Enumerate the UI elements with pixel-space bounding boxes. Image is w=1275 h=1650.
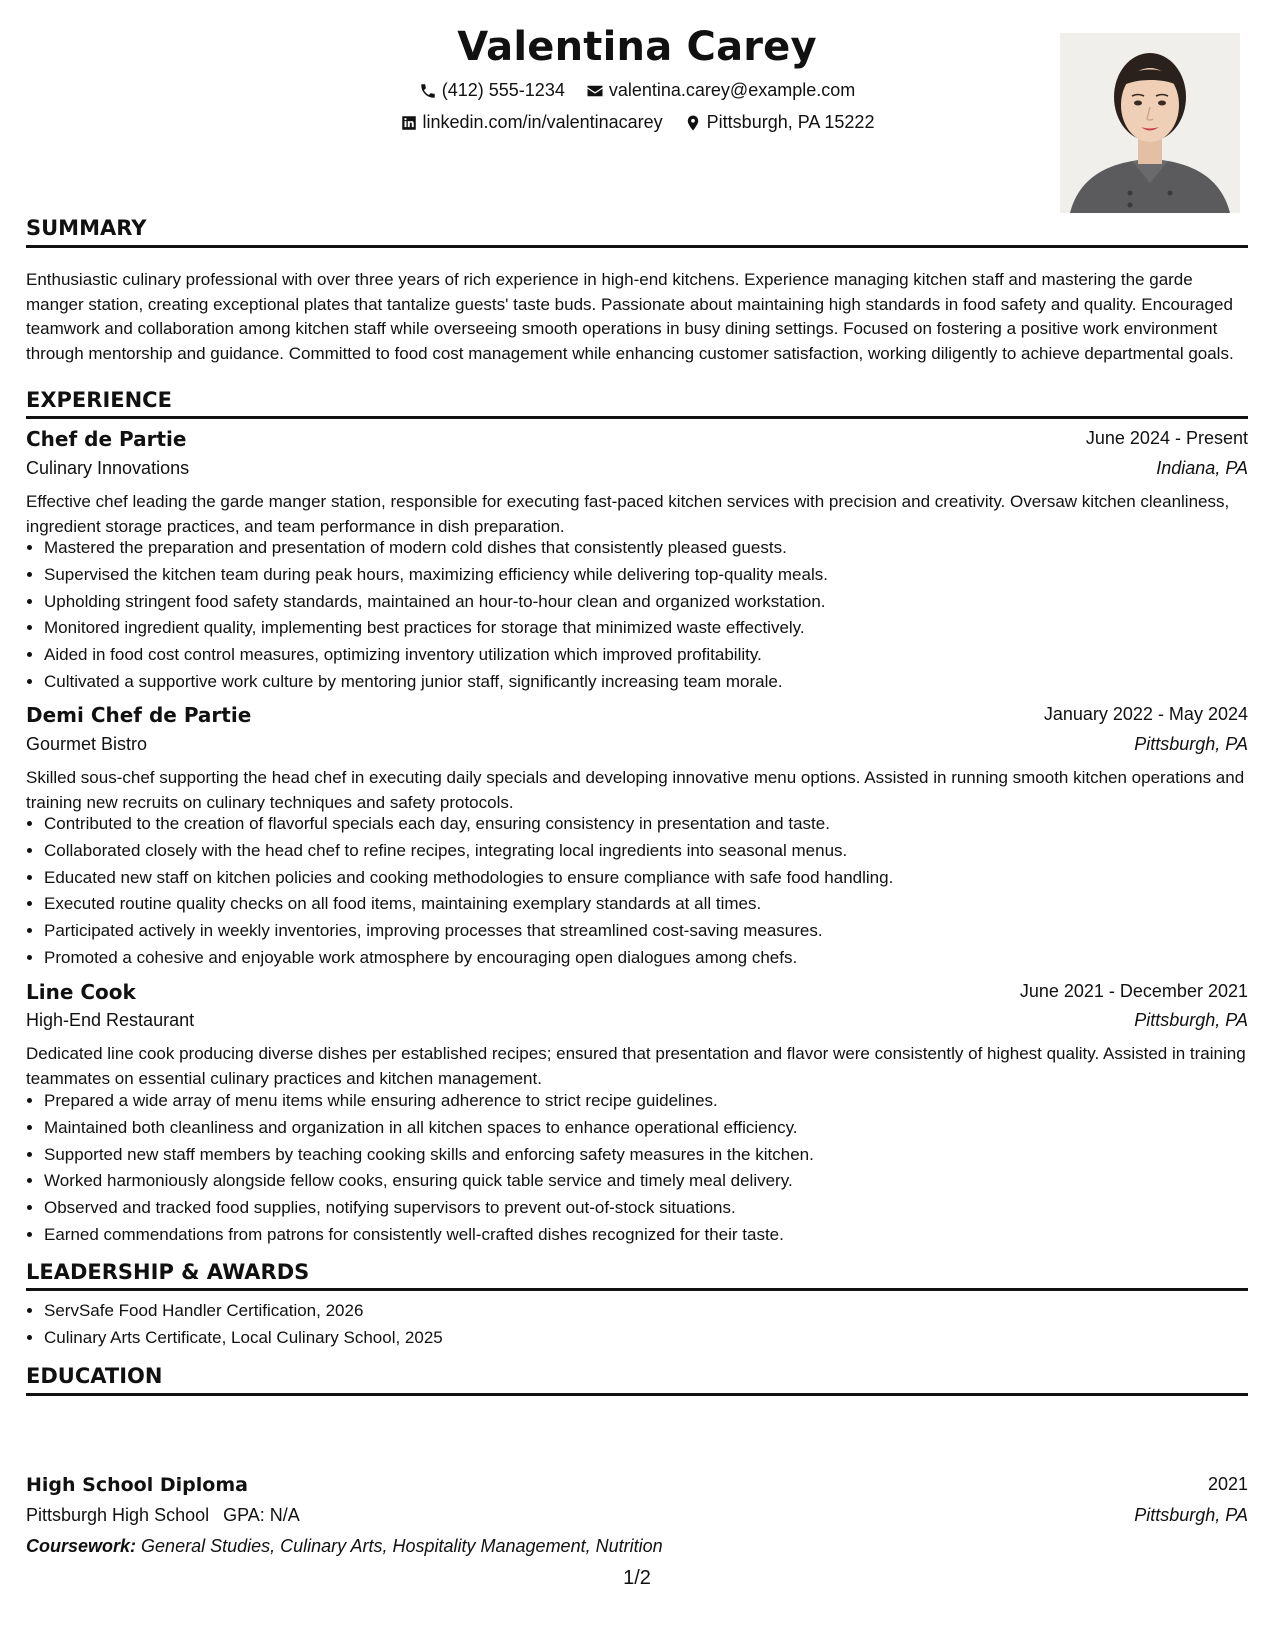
contact-phone [419, 80, 565, 101]
job-bullets [26, 535, 1266, 696]
job-bullets [26, 811, 1266, 972]
education-degree: High School Diploma [26, 1474, 248, 1496]
list-item: • Educated new staff on kitchen policies and cooking methodologies to ensure compliance with safe food handling. [44, 865, 1266, 892]
job-description: Skilled sous-chef supporting the head chef in executing daily specials and developing innovative menu options. Assisted in running smooth kitchen operations and training new recruits on culinary techniques and safety protocols. [26, 768, 1245, 812]
job-title: Chef de Partie [26, 427, 187, 451]
job-bullets [26, 1088, 1266, 1249]
list-item: • Maintained both cleanliness and organization in all kitchen spaces to enhance operational efficiency. [44, 1115, 1266, 1142]
job-location: Pittsburgh, PA [1134, 734, 1248, 754]
job-dates: June 2024 - Present [1085, 428, 1248, 448]
job-dates: January 2022 - May 2024 [1043, 704, 1248, 724]
job-dates: June 2021 - December 2021 [1019, 981, 1248, 1001]
linkedin-icon [400, 114, 418, 132]
list-item: • Upholding stringent food safety standards, maintained an hour-to-hour clean and organized workstation. [44, 589, 1266, 616]
profile-photo [1060, 33, 1240, 213]
list-item: • Worked harmoniously alongside fellow cooks, ensuring quick table service and timely meal delivery. [44, 1168, 1266, 1195]
awards-divider [26, 1288, 1248, 1291]
list-item: • Supervised the kitchen team during peak hours, maximizing efficiency while delivering top-quality meals. [44, 562, 1266, 589]
job-title: Demi Chef de Partie [26, 703, 252, 727]
phone-icon [419, 82, 437, 100]
summary-text: Enthusiastic culinary professional with over three years of rich experience in high-end kitchens. Experience managing kitchen staff and mastering the garde manger station, creating exceptional plates that tantalize guests' taste buds. Passionate about maintaining high standards in food safety and quality. Encouraged teamwork and collaboration among kitchen staff while overseeing smooth operations in busy dining settings. Focused on fostering a positive work environment through mentorship and guidance. Committed to food cost management while enhancing customer satisfaction, working diligently to achieve departmental goals. [26, 270, 1234, 363]
job-company: Gourmet Bistro [26, 734, 148, 754]
resume-header [26, 20, 1248, 220]
list-item: • ServSafe Food Handler Certification, 2026 [44, 1298, 1266, 1325]
linkedin-text[interactable]: linkedin.com/in/valentinacarey [422, 112, 663, 132]
list-item: • Contributed to the creation of flavorful specials each day, ensuring consistency in presentation and taste. [44, 811, 1266, 838]
contact-location [684, 112, 875, 133]
job-company: Culinary Innovations [26, 458, 190, 478]
list-item: • Executed routine quality checks on all food items, maintaining exemplary standards at all times. [44, 891, 1266, 918]
phone-text: (412) 555-1234 [441, 80, 565, 100]
education-school-line [26, 1505, 300, 1526]
contact-linkedin[interactable] [400, 112, 663, 133]
list-item: • Monitored ingredient quality, implementing best practices for storage that minimized waste effectively. [44, 615, 1266, 642]
list-item: • Prepared a wide array of menu items while ensuring adherence to strict recipe guidelines. [44, 1088, 1266, 1115]
list-item: • Collaborated closely with the head chef to refine recipes, integrating local ingredients into seasonal menus. [44, 838, 1266, 865]
job-location: Pittsburgh, PA [1134, 1010, 1248, 1030]
location-text: Pittsburgh, PA 15222 [706, 112, 875, 132]
experience-heading: EXPERIENCE [26, 388, 172, 412]
coursework-text: General Studies, Culinary Arts, Hospitality Management, Nutrition [141, 1536, 663, 1556]
list-item: • Mastered the preparation and presentation of modern cold dishes that consistently pleased guests. [44, 535, 1266, 562]
list-item: • Supported new staff members by teaching cooking skills and enforcing safety measures in the kitchen. [44, 1142, 1266, 1169]
education-heading: EDUCATION [26, 1364, 163, 1388]
education-year: 2021 [1207, 1474, 1248, 1494]
email-text[interactable]: valentina.carey@example.com [608, 80, 856, 100]
education-location: Pittsburgh, PA [1134, 1505, 1248, 1525]
job-title: Line Cook [26, 980, 136, 1004]
job-description: Effective chef leading the garde manger station, responsible for executing fast-paced kitchen services with precision and creativity. Oversaw kitchen cleanliness, ingredient storage practices, and team performance in dish preparation. [26, 492, 1230, 536]
list-item: • Culinary Arts Certificate, Local Culinary School, 2025 [44, 1325, 1266, 1352]
list-item: • Promoted a cohesive and enjoyable work atmosphere by encouraging open dialogues among chefs. [44, 945, 1266, 972]
list-item: • Participated actively in weekly inventories, improving processes that streamlined cost-saving measures. [44, 918, 1266, 945]
education-coursework [26, 1536, 663, 1557]
education-gpa: GPA: N/A [223, 1505, 300, 1525]
summary-heading: SUMMARY [26, 216, 147, 240]
job-description: Dedicated line cook producing diverse dishes per established recipes; ensured that presentation and flavor were consistently of highest quality. Assisted in training teammates on essential culinary practices and kitchen management. [26, 1044, 1246, 1088]
coursework-label: Coursework: [26, 1536, 137, 1556]
list-item: • Cultivated a supportive work culture by mentoring junior staff, significantly increasing team morale. [44, 669, 1266, 696]
page-number: 1/2 [623, 1567, 651, 1589]
job-company: High-End Restaurant [26, 1010, 195, 1030]
summary-divider [26, 245, 1248, 248]
list-item: • Earned commendations from patrons for consistently well-crafted dishes recognized for their taste. [44, 1222, 1266, 1249]
experience-divider [26, 416, 1248, 419]
map-pin-icon [684, 114, 702, 132]
education-school: Pittsburgh High School [26, 1505, 210, 1525]
resume-page [26, 0, 1248, 1650]
envelope-icon [586, 82, 604, 100]
candidate-name: Valentina Carey [457, 24, 817, 70]
awards-list [26, 1298, 1266, 1352]
list-item: • Aided in food cost control measures, optimizing inventory utilization which improved profitability. [44, 642, 1266, 669]
job-location: Indiana, PA [1156, 458, 1248, 478]
awards-heading: LEADERSHIP & AWARDS [26, 1260, 310, 1284]
list-item: • Observed and tracked food supplies, notifying supervisors to prevent out-of-stock situations. [44, 1195, 1266, 1222]
education-divider [26, 1393, 1248, 1396]
contact-email[interactable] [586, 80, 855, 101]
